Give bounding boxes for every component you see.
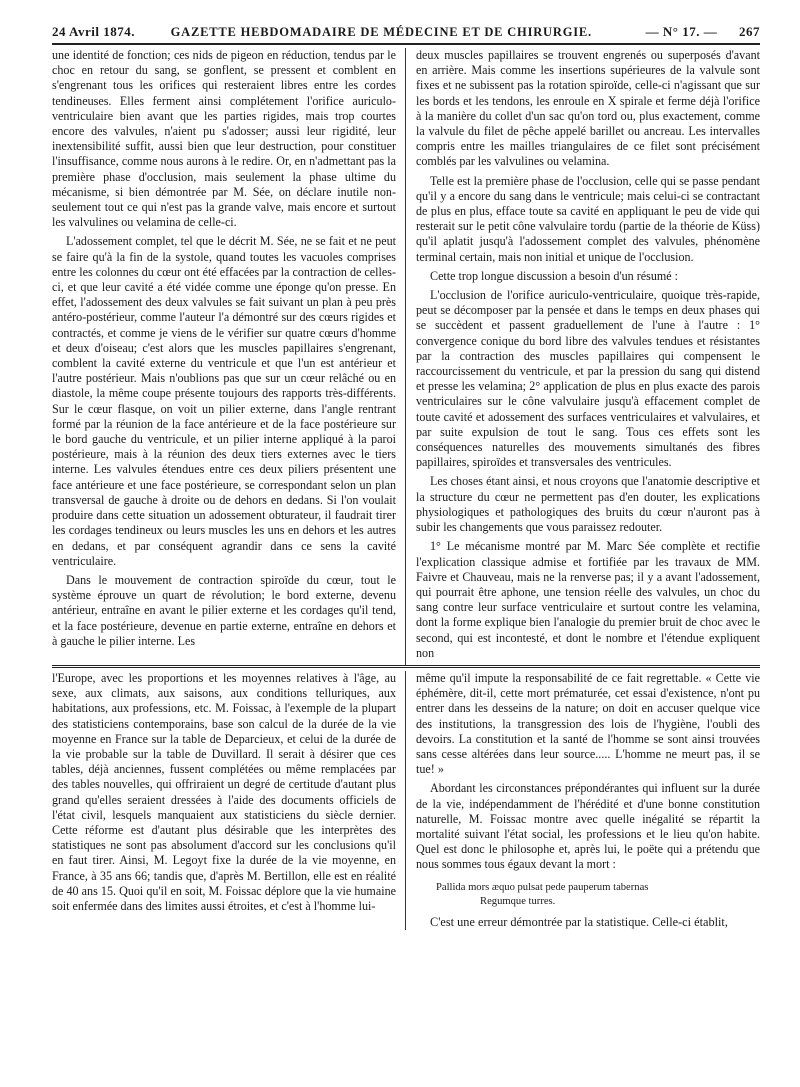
issue-date: 24 Avril 1874. xyxy=(52,24,135,39)
upper-right-paragraph: L'occlusion de l'orifice auriculo-ventriculaire, quoique très-rapide, peut se décomposer par la pensée et dans le temps en deux phases qui se succèdent et passent graduellement de l'une à l'autre : 1° convergence conique du bord libre des valvules tendues et résistantes par la contraction des muscles papillaires qui compensent le raccourcissement du ventricule, et par la pression du sang qui distend et presse les velamina; 2° application de plus en plus exacte des parois ventriculaires sur le cône valvulaire jusqu'à effacement complet de toute cavité et adossement des surfaces ventriculaires et valvulaires, et par suite expulsion de tout le sang. Tous ces effets sont les conséquences naturelles des mouvements simultanés des fibres papillaires, spiroïdes et transversales des ventricules. xyxy=(416,288,760,470)
journal-title: GAZETTE HEBDOMADAIRE DE MÉDECINE ET DE CHIRURGIE. xyxy=(170,25,592,39)
lower-right-column xyxy=(406,671,760,930)
upper-right-paragraph: Cette trop longue discussion a besoin d'un résumé : xyxy=(430,268,679,283)
upper-right-paragraph: Les choses étant ainsi, et nous croyons que l'anatomie descriptive et la structure du cœur ne permettent pas d'en douter, les explications physiologiques et pathologiques des bruits du cœur n'auront pas à subir les changements que vous paraissez redouter. xyxy=(416,474,760,535)
closing-paragraph: C'est une erreur démontrée par la statistique. Celle-ci établit, xyxy=(430,914,728,929)
lower-right-paragraphs xyxy=(416,671,760,873)
lower-right-paragraph: même qu'il impute la responsabilité de ce fait regrettable. « Cette vie éphémère, dit-il, cette mort prématurée, cet essai d'existence, n'ont pu entrer dans les desseins de la nature; on doit en accuser quelque vice des institutions, la transgression des lois de l'hygiène, l'oubli des devoirs. La constitution et la santé de l'homme se sont ainsi trouvées sans cesse altérées dans leur source..... L'homme ne meurt pas, il se tue! » xyxy=(416,670,760,777)
upper-left-paragraph: Dans le mouvement de contraction spiroïde du cœur, tout le système éprouve un quart de révolution; le bord externe, devenu antérieur, entraîne en avant le pilier externe et les cordages qu'il tend, et la face postérieure, devenue en partie externe, entraîne en dehors et à gauche le pilier interne. Les xyxy=(52,572,396,648)
upper-right-column xyxy=(406,48,760,665)
upper-right-paragraph: 1° Le mécanisme montré par M. Marc Sée complète et rectifie l'explication classique admise et fortifiée par les travaux de MM. Faivre et Chauveau, mais ne la renverse pas; il y a avant l'adossement, qui pourrait être aphone, une tension réelle des valvules, un choc du sang contre leur surface ventriculaire et surtout contre les velamina, dont la forme explique bien l'analogie du premier bruit de choc avec le second, qui est incontesté, et dont le nombre et l'étendue expliquent non xyxy=(416,539,760,660)
lower-article xyxy=(52,671,760,930)
quote-line-1: Pallida mors æquo pulsat pede pauperum tabernas xyxy=(436,881,649,893)
upper-article xyxy=(52,48,760,668)
upper-left-column xyxy=(52,48,406,665)
lower-left-column xyxy=(52,671,406,930)
lower-left-paragraph: l'Europe, avec les proportions et les moyennes relatives à l'âge, au sexe, aux climats, aux saisons, aux conditions telluriques, aux habitations, aux professions, etc. M. Foissac, à l'exemple de la plupart des statisticiens contemporains, base son calcul de la durée de la vie moyenne en France sur la table de Deparcieux, et celui de la durée de la vie probable sur la table de Duvillard. Il serait à désirer que ces tables, déjà anciennes, fussent complétées ou même remplacées par des tables nouvelles, qui offriraient un degré de certitude d'autant plus grand qu'elles seraient dressées à l'aide des documents officiels de l'état civil, lesquels manquaient aux statisticiens du siècle dernier. Cette réforme est d'autant plus désirable que les interprètes des statistiques ne sont pas absolument d'accord sur les conclusions qu'il en faut tirer. Ainsi, M. Legoyt fixe la durée de la vie moyenne, en France, à 35 ans 66; tandis que, d'après M. Bertillon, elle est en réalité de 40 ans 15. Quoi qu'il en soit, M. Foissac déplore que la vie humaine soit enfermée dans des limites aussi étroites, et c'est à l'homme lui- xyxy=(52,670,396,913)
header-right xyxy=(628,24,760,40)
lower-right-paragraph: Abordant les circonstances prépondérantes qui influent sur la durée de la vie, indépendamment de l'hérédité et d'une bonne constitution naturelle, M. Foissac montre avec quelle inégalité se répartit la mortalité suivant l'état social, les professions et le lieu qu'on habite. Quel est donc le philosophe et, après lui, le poëte qui a prétendu que nous sommes tous égaux devant la mort : xyxy=(416,781,760,872)
quote-line-2: Regumque turres. xyxy=(480,895,556,907)
issue-number: — N° 17. — xyxy=(645,24,718,39)
upper-left-paragraph: L'adossement complet, tel que le décrit M. Sée, ne se fait et ne peut se faire qu'à la fin de la systole, quand toutes les vacuoles comprises entre les colonnes du cœur ont été effacées par la contraction de celles-ci, et que leur cavité a été vidée comme une éponge qu'on presse. En effet, l'adossement des deux valvules se fait suivant un plan à peu près antéro-postérieur, comme l'auteur l'a démontré sur des cœurs rigides et contractés, et comme je viens de le vérifier sur quatre cœurs d'homme et deux d'oiseau; c'est alors que les muscles papillaires s'engrenant, comblent la cavité externe du ventricule et que l'un est antérieur et l'autre postérieur. Mais n'oublions pas que sur un cœur relâché ou en diastole, la même coupe présente toujours des rapports très-différents. Sur le cœur flasque, on voit un pilier externe, dans l'angle rentrant formé par la réunion de la face antérieure et de la face postérieure sur le bord gauche du ventricule, et un pilier interne appliqué à la paroi postérieure, mais à la réunion des deux tiers externes avec le tiers interne. Les valvules étendues entre ces deux piliers présentent une face antérieure et une face postérieure, se correspondant selon un plan transversal de gauche à droite ou de dehors en dedans. Si l'on voulait produire dans cette situation un adossement obturateur, il faudrait tirer les cordages tendineux ou leurs muscles les uns en dehors et les autres en dedans, et par conséquent agrandir dans ce sens la cavité ventriculaire. xyxy=(52,234,396,568)
upper-right-paragraph: Telle est la première phase de l'occlusion, celle qui se passe pendant qu'il y a encore du sang dans le ventricule; mais celui-ci se contractant de plus en plus, efface toute sa cavité en appliquant le peu de vide qui resterait sur le petit cône valvulaire tordu (partie de la théorie de Küss) qu'il aplatit jusqu'à l'adossement complet des valvules, phénomène terminal certain, mais non initial et unique de l'occlusion. xyxy=(416,173,760,264)
page-header xyxy=(52,24,760,45)
latin-quote xyxy=(436,881,760,909)
upper-right-paragraph: deux muscles papillaires se trouvent engrenés ou superposés d'avant en arrière. Mais comme les insertions supérieures de la valvule sont fixes et ne subissent pas la rotation spiroïde, celle-ci n'agissant que sur les bords et les tendons, les enroule en X spirale et ferme déjà l'orifice à la manière du collet d'un sac qu'on tord ou, plus exactement, comme la valvule du filet de pêche appelé barillet ou ancreau. Les intervalles compris entre les mailles triangulaires de ce filet sont précisément comblés par les valvulines ou velamina. xyxy=(416,48,760,169)
page-number: 267 xyxy=(739,24,760,39)
upper-left-paragraph: une identité de fonction; ces nids de pigeon en réduction, tendus par le choc en retour du sang, se gonflent, se pressent et comblent en s'engrenant tous les orifices qui resteraient libres entre les cordes tendineuses. Elles ferment ainsi complétement l'orifice auriculo-ventriculaire bien avant que les parties rigides, mais trop courtes encore des valvules, n'aient pu s'adosser; aussi leur rigidité, leur inextensibilité suffit, aussi bien que leur destruction, pour constituer l'insuffisance, comme nous aurons à le redire. Or, en n'admettant pas la première phase d'occlusion, mais seulement la phase ultime du mécanisme, si bien démontrée par M. Sée, on déclare inutile non-seulement tout ce qui n'est pas la grande valve, mais encore et surtout les valvulines ou velamina de celle-ci. xyxy=(52,48,396,230)
